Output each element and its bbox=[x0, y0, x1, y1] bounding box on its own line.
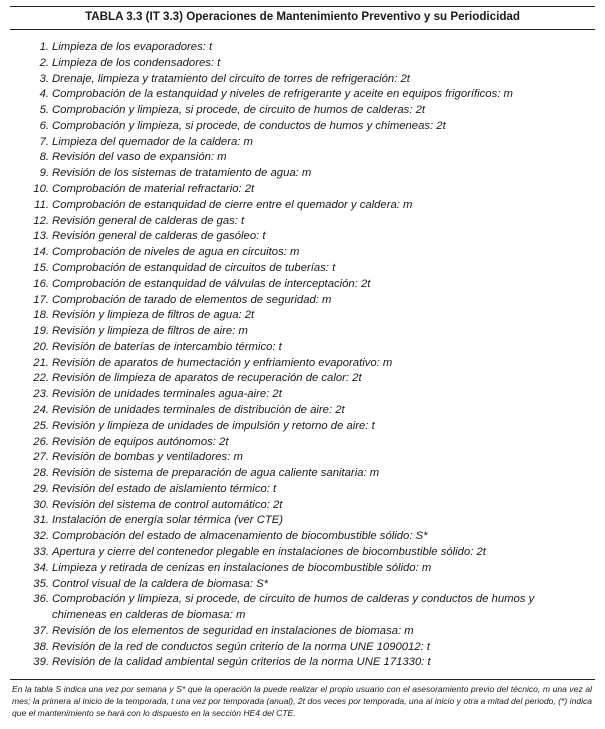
item-number: 15. bbox=[33, 261, 49, 274]
list-item bbox=[0, 72, 542, 88]
item-text: Limpieza y retirada de cenizas en instalaciones de biocombustible sólido: m bbox=[52, 561, 432, 574]
list-item bbox=[0, 387, 542, 403]
list-item bbox=[0, 229, 542, 245]
item-text: Limpieza del quemador de la caldera: m bbox=[52, 135, 253, 148]
item-number: 24. bbox=[33, 403, 49, 416]
item-text: Comprobación y limpieza, si procede, de circuito de humos de calderas y conductos de humos y chimeneas en calderas de biomasa: m bbox=[52, 593, 535, 622]
list-item bbox=[0, 545, 542, 561]
list-item bbox=[0, 482, 542, 498]
item-text: Drenaje, limpieza y tratamiento del circuito de torres de refrigeración: 2t bbox=[52, 72, 410, 85]
item-text: Apertura y cierre del contenedor plegable en instalaciones de biocombustible sólido: 2t bbox=[52, 546, 486, 558]
list-item bbox=[0, 513, 542, 529]
item-number: 7. bbox=[39, 135, 49, 148]
item-number: 4. bbox=[39, 88, 49, 101]
item-number: 18. bbox=[33, 309, 49, 322]
item-text: Revisión de bombas y ventiladores: m bbox=[52, 451, 243, 464]
item-number: 11. bbox=[34, 198, 49, 211]
list-item bbox=[0, 340, 542, 356]
item-text: Comprobación de la estanquidad y niveles de refrigerante y aceite en equipos frigoríficos: m bbox=[52, 88, 513, 101]
item-text: Comprobación de niveles de agua en circuitos: m bbox=[52, 246, 300, 259]
item-text: Revisión de unidades terminales de distribución de aire: 2t bbox=[52, 403, 345, 416]
item-text: Revisión de los elementos de seguridad en instalaciones de biomasa: m bbox=[52, 624, 414, 637]
item-number: 34. bbox=[33, 561, 49, 574]
item-number: 22. bbox=[33, 372, 49, 385]
item-number: 1. bbox=[39, 41, 49, 53]
item-text: Revisión del estado de aislamiento térmico: t bbox=[52, 482, 277, 495]
item-text: Revisión y limpieza de filtros de aire: m bbox=[52, 325, 248, 338]
list-item bbox=[0, 529, 542, 545]
item-number: 31. bbox=[33, 514, 49, 527]
list-item bbox=[0, 214, 542, 230]
item-number: 37. bbox=[33, 624, 49, 637]
top-rule bbox=[10, 6, 595, 7]
list-item bbox=[0, 182, 542, 198]
item-number: 23. bbox=[33, 388, 49, 401]
item-number: 38. bbox=[33, 640, 49, 653]
item-text: Revisión de los sistemas de tratamiento de agua: m bbox=[52, 167, 312, 180]
list-item bbox=[0, 577, 542, 593]
item-text: Revisión general de calderas de gas: t bbox=[52, 214, 245, 227]
title-rule bbox=[10, 29, 595, 30]
item-number: 36. bbox=[33, 593, 49, 606]
item-number: 26. bbox=[33, 435, 49, 448]
list-item bbox=[0, 624, 542, 640]
item-number: 3. bbox=[39, 72, 49, 85]
item-text: Comprobación y limpieza, si procede, de conductos de humos y chimeneas: 2t bbox=[52, 119, 446, 132]
item-text: Revisión de unidades terminales agua-aire: 2t bbox=[52, 388, 282, 401]
item-number: 19. bbox=[33, 325, 49, 338]
list-item bbox=[0, 293, 542, 309]
item-text: Comprobación de tarado de elementos de seguridad: m bbox=[52, 293, 332, 306]
item-number: 8. bbox=[39, 151, 49, 164]
list-item bbox=[0, 419, 542, 435]
operations-list bbox=[0, 40, 542, 671]
list-item bbox=[0, 119, 542, 135]
item-number: 39. bbox=[33, 656, 49, 669]
item-number: 21. bbox=[33, 356, 49, 369]
item-text: Revisión de limpieza de aparatos de recuperación de calor: 2t bbox=[52, 372, 362, 385]
list-item bbox=[0, 450, 542, 466]
list-item bbox=[0, 561, 542, 577]
item-number: 35. bbox=[33, 577, 49, 590]
item-text: Revisión del vaso de expansión: m bbox=[52, 151, 227, 164]
list-item bbox=[0, 103, 542, 119]
list-item bbox=[0, 435, 542, 451]
item-number: 2. bbox=[39, 56, 49, 69]
list-item bbox=[0, 403, 542, 419]
item-number: 32. bbox=[33, 530, 49, 543]
item-text: Revisión y limpieza de unidades de impulsión y retorno de aire: t bbox=[52, 419, 375, 432]
item-text: Revisión de la red de conductos según criterio de la norma UNE 1090012: t bbox=[52, 640, 431, 653]
list-item bbox=[0, 466, 542, 482]
item-text: Control visual de la caldera de biomasa: S* bbox=[52, 577, 269, 590]
item-text: Revisión del sistema de control automático: 2t bbox=[52, 498, 283, 511]
item-text: Instalación de energía solar térmica (ver CTE) bbox=[52, 514, 284, 527]
item-text: Comprobación de estanquidad de válvulas de interceptación: 2t bbox=[52, 277, 371, 290]
footnote: En la tabla S indica una vez por semana y S* que la operación la puede realizar el propio usuario con el asesoramiento previo del técnico, m una vez al mes; la primera al inicio de la temporada, t una vez por temporada (anual), 2t dos veces por temporada, una al inicio y otra a mitad del periodo, (*) indica que el mantenimiento se hará con lo dispuesto en la sección HE4 del CTE. bbox=[12, 684, 592, 719]
footnote-rule bbox=[10, 679, 595, 680]
list-item bbox=[0, 245, 542, 261]
item-number: 10. bbox=[33, 183, 49, 196]
list-item bbox=[0, 166, 542, 182]
item-text: Comprobación y limpieza, si procede, de circuito de humos de calderas: 2t bbox=[52, 104, 425, 117]
item-text: Revisión y limpieza de filtros de agua: 2t bbox=[52, 309, 255, 322]
item-number: 33. bbox=[33, 546, 49, 558]
item-number: 29. bbox=[33, 482, 49, 495]
item-number: 27. bbox=[33, 451, 49, 464]
list-item bbox=[0, 592, 542, 624]
list-item bbox=[0, 87, 542, 103]
item-number: 14. bbox=[33, 246, 49, 259]
item-text: Comprobación de estanquidad de circuitos de tuberías: t bbox=[52, 261, 336, 274]
list-item bbox=[0, 640, 542, 656]
item-text: Revisión de la calidad ambiental según criterios de la norma UNE 171330: t bbox=[52, 656, 431, 669]
item-text: Revisión de aparatos de humectación y enfriamiento evaporativo: m bbox=[52, 356, 393, 369]
list-item bbox=[0, 150, 542, 166]
list-item bbox=[0, 498, 542, 514]
list-item bbox=[0, 371, 542, 387]
list-item bbox=[0, 261, 542, 277]
item-text: Limpieza de los evaporadores: t bbox=[52, 41, 213, 53]
item-number: 17. bbox=[33, 293, 49, 306]
item-number: 28. bbox=[33, 467, 49, 480]
list-item bbox=[0, 56, 542, 72]
item-number: 16. bbox=[33, 277, 49, 290]
item-text: Revisión de equipos autónomos: 2t bbox=[52, 435, 229, 448]
item-text: Revisión de sistema de preparación de agua caliente sanitaria: m bbox=[52, 467, 380, 480]
table-title: TABLA 3.3 (IT 3.3) Operaciones de Mantenimiento Preventivo y su Periodicidad bbox=[85, 10, 520, 23]
item-number: 9. bbox=[39, 167, 49, 180]
item-number: 13. bbox=[33, 230, 49, 243]
list-item bbox=[0, 356, 542, 372]
item-text: Revisión general de calderas de gasóleo: t bbox=[52, 230, 266, 243]
list-item bbox=[0, 198, 542, 214]
item-text: Comprobación de material refractario: 2t bbox=[52, 183, 255, 196]
list-item bbox=[0, 40, 542, 56]
item-number: 5. bbox=[39, 104, 49, 117]
list-item bbox=[0, 324, 542, 340]
item-number: 30. bbox=[33, 498, 49, 511]
list-item bbox=[0, 277, 542, 293]
item-number: 25. bbox=[33, 419, 49, 432]
item-text: Comprobación de estanquidad de cierre entre el quemador y caldera: m bbox=[52, 198, 413, 211]
item-number: 20. bbox=[33, 340, 49, 353]
list-item bbox=[0, 308, 542, 324]
item-text: Limpieza de los condensadores: t bbox=[52, 56, 221, 69]
item-text: Revisión de baterías de intercambio térmico: t bbox=[52, 340, 282, 353]
list-item bbox=[0, 655, 542, 671]
item-number: 12. bbox=[33, 214, 49, 227]
list-item bbox=[0, 135, 542, 151]
item-text: Comprobación del estado de almacenamiento de biocombustible sólido: S* bbox=[52, 530, 428, 543]
item-number: 6. bbox=[39, 119, 49, 132]
